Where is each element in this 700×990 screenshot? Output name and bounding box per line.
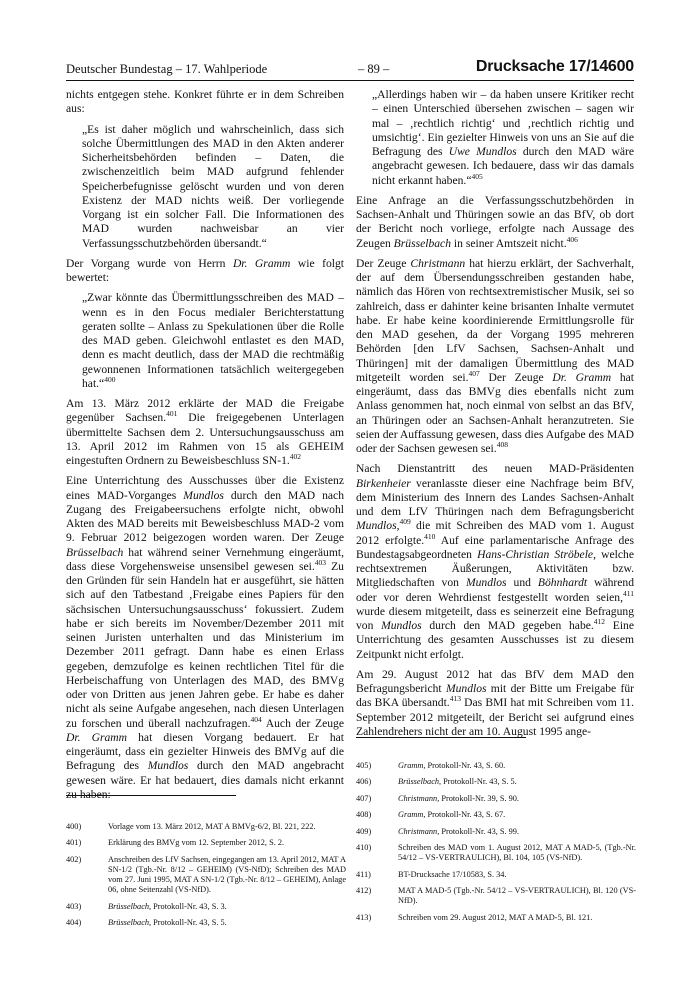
- quote-text: „Allerdings haben wir – da haben unsere Kritiker recht – einen Unterschied übersehen zwischen – sagen wir mal – ‚rechtlich richtig‘ und ‚rechtlich richtig und umsichtig‘. Ein gezielter Hinweis von uns an Sie auf die Befragung des Uwe Mundlos durch den MAD wäre angebracht gewesen. Ich bedauere, dass wir das damals nicht erkannt haben.“$^{405}$: [372, 88, 635, 187]
- person-name: Uwe Mundlos: [448, 145, 517, 158]
- footnote: 400) Vorlage vom 13. März 2012, MAT A BMVg-6/2, Bl. 221, 222.: [66, 822, 316, 831]
- person-name: Mundlos: [381, 619, 422, 632]
- footnote: 413) Schreiben vom 29. August 2012, MAT A MAD-5, Bl. 121.: [356, 912, 593, 922]
- person-name: Brüsselbach: [66, 545, 124, 559]
- right-column: [356, 88, 634, 745]
- footnote: 405) Gramm, Protokoll-Nr. 43, S. 60.: [356, 761, 506, 770]
- quote: [372, 88, 634, 188]
- page-header: [66, 58, 634, 78]
- footnote-ref[interactable]: 400: [104, 374, 116, 384]
- footnote-ref[interactable]: 413: [449, 694, 461, 704]
- footnote-ref[interactable]: 411: [623, 588, 634, 598]
- footnote: 410) Schreiben des MAD vom 1. August 2012, MAT A MAD-5, (Tgb.-Nr. 54/12 – VS-VERTRAULICH), Bl. 104, 105 (VS-NfD).: [356, 842, 636, 863]
- footnote-ref[interactable]: 405: [471, 171, 483, 181]
- footnote: 407) Christmann, Protokoll-Nr. 39, S. 90.: [356, 793, 520, 803]
- document-id: 14600: [590, 58, 634, 75]
- footnote-rule: [66, 795, 236, 796]
- person-name: Dr. Gramm: [232, 256, 291, 270]
- document-number: [476, 58, 634, 76]
- page-number: – 89 –: [358, 62, 390, 76]
- person-name: Mundlos,: [356, 519, 400, 533]
- parliament-label: Deutscher Bundestag – 17. Wahlperiode: [66, 62, 268, 76]
- quote: [82, 291, 344, 391]
- quote: [82, 123, 344, 251]
- footnote-rule: [356, 737, 526, 738]
- paragraph: Am 13. März 2012 erklärte der MAD die Freigabe gegenüber Sachsen.$^{401}$ Die freigegebenen Unterlagen übermittelte Sachsen dem 2. Untersuchungsausschuss am 13. April 2012 im Rahmen von 15 als GEHEIM eingestuften Ordnern zu Beweisbeschluss SN-1.$^{402}$: [66, 397, 344, 467]
- footnote: 408) Gramm, Protokoll-Nr. 43, S. 67.: [356, 810, 506, 820]
- footnotes-right: [356, 761, 636, 929]
- paragraph: nichts entgegen stehe. Konkret führte er in dem Schreiben aus:: [66, 88, 344, 116]
- paragraph: Der Zeuge Christmann hat hierzu erklärt, der Sachverhalt, der auf dem Übersendungsschreiben gestanden habe, nämlich das Hören von rechtsextremistischer Musik, sei so zahlreich, dass er dahinter keine brisanten Inhalte vermutet habe. Er habe keine koordinierende Ermittlungsrolle für den MAD gesehen, da der Vorgang 1995 mehreren Behörden [den LfV Sachsen, Sachsen-Anhalt und Thüringen] mit der damaligen Übermittlung des MAD mitgeteilt worden sei.$^{407}$ Der Zeuge Dr. Gramm hat eingeräumt, dass das BMVg dies ebenfalls nicht zum Anlass genommen hat, noch einmal von selbst an das BfV, an Thüringen oder an Sachsen-Anhalt heranzutreten. Sie seien der Auffassung gewesen, dass dies Aufgabe des MAD oder der Sachsen gewesen sei.$^{408}$: [356, 256, 635, 455]
- person-name: Mundlos: [465, 576, 507, 590]
- footnote-ref[interactable]: 406: [566, 234, 578, 244]
- footnote: 411) BT-Drucksache 17/10583, S. 34.: [356, 869, 507, 879]
- person-name: Birkenheier: [356, 476, 411, 490]
- paragraph: Nach Dienstantritt des neuen MAD-Präsidenten Birkenheier veranlasste dieser eine Nachfrage beim BfV, dem Ministerium des Innern des Landes Sachsen-Anhalt und dem LfV Thüringen nach dem Befragungsbericht Mundlos,$^{409}$ die mit Schreiben des MAD vom 1. August 2012 erfolgte.$^{410}$ Auf eine parlamentarische Anfrage des Bundestagsabgeordneten Hans-Christian Ströbele, welche rechtsextremen Äußerungen, Aktivitäten bzw. Mitgliedschaften von Mundlos und Böhnhardt während oder vor deren Wehrdienst festgestellt worden seien,$^{411}$ wurde diesem mitgeteilt, dass es seinerzeit eine Befragung von Mundlos durch den MAD gegeben habe.$^{412}$ Eine Unterrichtung des gesamten Ausschusses ist zu diesem Zeitpunkt nicht erfolgt.: [356, 462, 635, 661]
- person-name: Hans-Christian Ströbele: [477, 547, 594, 561]
- footnote-ref[interactable]: 407: [468, 368, 480, 378]
- header-rule: [66, 80, 634, 81]
- footnote-ref[interactable]: 404: [250, 714, 262, 724]
- footnote-ref[interactable]: 410: [424, 531, 436, 541]
- footnote-ref[interactable]: 409: [399, 517, 411, 527]
- footnote-ref[interactable]: 403: [314, 557, 326, 567]
- quote-text: „Zwar könnte das Übermittlungsschreiben des MAD – wenn es in den Focus medialer Berichterstattung geraten sollte – Anlass zu Spekulationen über die Rolle des MAD geben. Gleichwohl entlastet es den MAD, denn es macht deutlich, dass der MAD die rechtmäßig gewonnenen Informationen tatsächlich weitergegeben hat.“$^{400}$: [82, 291, 344, 390]
- paragraph: Am 29. August 2012 hat das BfV dem MAD den Befragungsbericht Mundlos mit der Bitte um Freigabe für das BKA übersandt.$^{413}$ Das BMI hat mit Schreiben vom 11. September 2012 mitgeteilt, der Bericht sei aufgrund eines Zahlendrehers nicht der am 10. August 1995 ange-: [356, 667, 634, 738]
- person-name: Dr. Gramm: [552, 370, 612, 384]
- footnotes-left: [66, 822, 346, 935]
- footnote: 406) Brüsselbach, Protokoll-Nr. 43, S. 5.: [356, 777, 517, 787]
- left-column: [66, 88, 344, 808]
- person-name: Böhnhardt: [537, 576, 588, 590]
- person-name: Mundlos: [445, 682, 487, 695]
- footnote-ref[interactable]: 408: [496, 440, 508, 450]
- footnote-ref[interactable]: 402: [289, 452, 302, 462]
- footnote-ref[interactable]: 412: [593, 617, 606, 627]
- paragraph: Eine Unterrichtung des Ausschusses über die Existenz eines MAD-Vorganges Mundlos durch den MAD nach Zugang des Freigabeersuchens erfolgte nicht, obwohl Akten des MAD bereits mit Beweisbeschluss MAD-2 vom 9. Februar 2012 beigezogen worden waren. Der Zeuge Brüsselbach hat während seiner Vernehmung eingeräumt, dass diese Vorgehensweise unsensibel gewesen sei.$^{403}$ Zu den Gründen für sein Handeln hat er ausgeführt, sie hätten sich auf den Tatbestand ‚Freigabe eines Papiers für den sächsischen Untersuchungsausschuss‘ fokussiert. Zudem habe er sich bereits im November/Dezember 2011 mit seinen Juristen unterhalten und das Ministerium im Dezember 2011 gefragt. Dann habe es einen Erlass gegeben, demzufolge es keinen rechtlichen Titel für die Herbeischaffung von Unterlagen des MAD, des BMVg oder von Dritten aus jenen Jahren gebe. Er habe es daher nicht als seine Aufgabe angesehen, nach diesen Unterlagen zu forschen und überall nachzufragen.$^{404}$ Auch der Zeuge Dr. Gramm hat diesen Vorgang bedauert. Er hat eingeräumt, dass ein gezielter Hinweis des BMVg auf die Befragung des Mundlos durch den MAD angebracht gewesen wäre. Er hat bedauert, dies damals nicht erkannt zu haben:: [66, 474, 345, 801]
- footnote-ref[interactable]: 401: [166, 409, 178, 419]
- footnote: 412) MAT A MAD-5 (Tgb.-Nr. 54/12 – VS-VERTRAULICH), Bl. 120 (VS-NfD).: [356, 885, 636, 906]
- person-name: Mundlos: [183, 488, 224, 502]
- person-name: Christmann: [410, 256, 466, 270]
- footnote: 401) Erklärung des BMVg vom 12. September 2012, S. 2.: [66, 838, 285, 848]
- footnote: 409) Christmann, Protokoll-Nr. 43, S. 99.: [356, 826, 520, 836]
- person-name: Dr. Gramm: [66, 730, 128, 744]
- footnote: 403) Brüsselbach, Protokoll-Nr. 43, S. 3.: [66, 901, 227, 911]
- person-name: Brüsselbach: [393, 236, 451, 250]
- paragraph: Der Vorgang wurde von Herrn Dr. Gramm wie folgt bewertet:: [66, 256, 344, 284]
- paragraph: Eine Anfrage an die Verfassungsschutzbehörden in Sachsen-Anhalt und Thüringen sowie an das BfV, ob dort der Bericht noch vorliege, erfolgte nach Aussage des Zeugen Brüsselbach in seiner Amtszeit nicht.$^{406}$: [356, 193, 634, 250]
- document-prefix: Drucksache 17/: [475, 58, 591, 75]
- footnote: 402) Anschreiben des LfV Sachsen, eingegangen am 13. April 2012, MAT A SN-1/2 (Tgb.-Nr. 8/12 – GEHEIM) (VS-NfD); Schreiben des MAD vom 27. Juni 1995, MAT A SN-1/2 (Tgb.-Nr. 8/12 – GEHEIM), Anlage 06, ohne Seitenzahl (VS-NfD).: [66, 854, 346, 895]
- footnote: 404) Brüsselbach, Protokoll-Nr. 43, S. 5.: [66, 918, 227, 928]
- person-name: Mundlos: [147, 759, 189, 773]
- quote-text: „Es ist daher möglich und wahrscheinlich, dass sich solche Übermittlungen des MAD in den Akten anderer Sicherheitsbehörden befinden – Daten, die zwischenzeitlich beim MAD aufgrund fehlender Speicherbefugnisse gelöscht wurden und von deren Existenz der MAD nichts weiß. Der vorliegende Vorgang ist ein solcher Fall. Die Informationen des MAD wurden nachweisbar an vier Verfassungsschutzbehörden übersandt.“: [82, 122, 344, 250]
